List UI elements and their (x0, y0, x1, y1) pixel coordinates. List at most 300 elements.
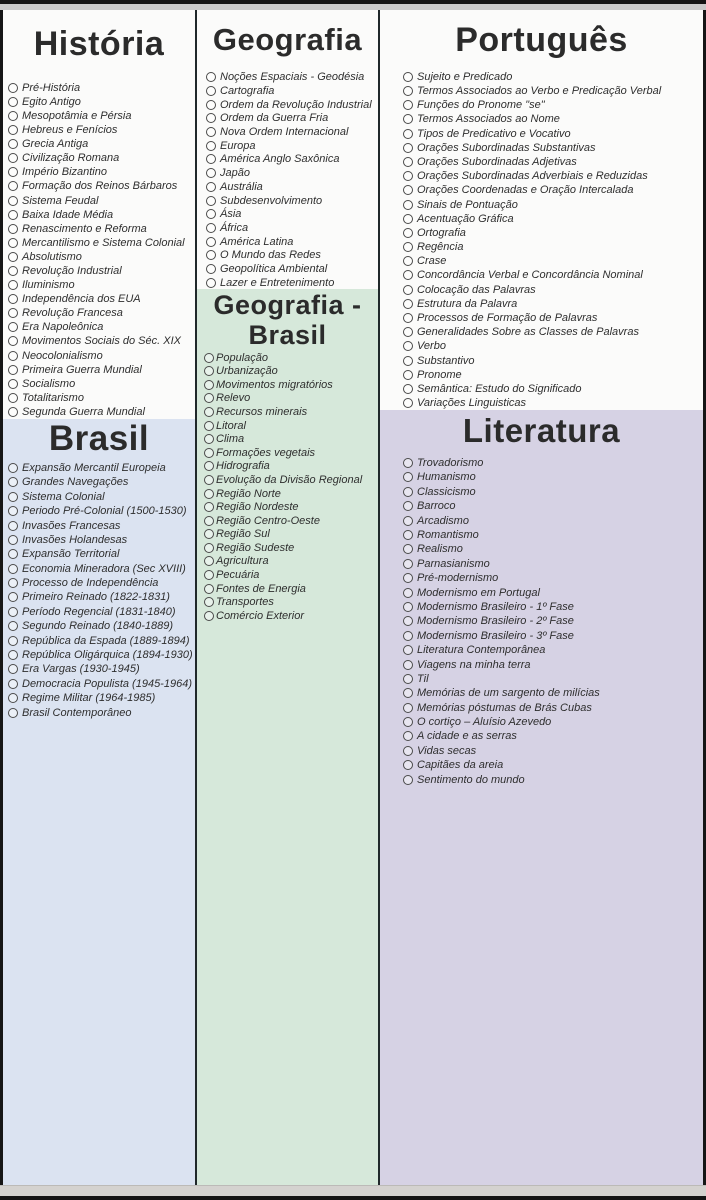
topic-item[interactable] (206, 180, 378, 194)
radio-circle-icon[interactable] (8, 636, 18, 646)
radio-circle-icon[interactable] (8, 336, 18, 346)
radio-circle-icon[interactable] (403, 660, 413, 670)
topic-label: Literatura Contemporânea (417, 644, 546, 657)
radio-circle-icon[interactable] (403, 616, 413, 626)
radio-circle-icon[interactable] (8, 153, 18, 163)
topic-label: Independência dos EUA (22, 293, 141, 306)
radio-circle-icon[interactable] (206, 196, 216, 206)
topic-item[interactable] (8, 691, 195, 705)
checklist-columns (0, 10, 706, 1185)
radio-circle-icon[interactable] (8, 322, 18, 332)
radio-circle-icon[interactable] (403, 157, 413, 167)
topic-item[interactable] (403, 456, 703, 470)
topic-label: Mercantilismo e Sistema Colonial (22, 236, 185, 249)
radio-circle-icon[interactable] (8, 621, 18, 631)
topic-item[interactable] (8, 504, 195, 518)
topic-item[interactable] (206, 70, 378, 84)
topic-item[interactable] (403, 513, 703, 527)
topic-item[interactable] (8, 533, 195, 547)
topic-item[interactable] (403, 470, 703, 484)
topic-label: Vidas secas (417, 744, 477, 757)
bottom-frame-strip (0, 1185, 706, 1196)
radio-circle-icon[interactable] (403, 544, 413, 554)
radio-circle-icon[interactable] (204, 407, 214, 417)
radio-circle-icon[interactable] (403, 285, 413, 295)
topic-label: Economia Mineradora (Sec XVIII) (22, 562, 186, 575)
radio-circle-icon[interactable] (8, 463, 18, 473)
topic-label: A cidade e as serras (417, 730, 517, 743)
radio-circle-icon[interactable] (403, 559, 413, 569)
radio-circle-icon[interactable] (204, 502, 214, 512)
topic-item[interactable] (8, 547, 195, 561)
topic-item[interactable] (403, 240, 703, 254)
radio-circle-icon[interactable] (8, 308, 18, 318)
topic-item[interactable] (403, 686, 703, 700)
radio-circle-icon[interactable] (204, 516, 214, 526)
topic-item[interactable] (204, 487, 378, 501)
topic-item[interactable] (206, 276, 378, 290)
topic-item[interactable] (204, 446, 378, 460)
radio-circle-icon[interactable] (206, 209, 216, 219)
radio-circle-icon[interactable] (8, 266, 18, 276)
radio-circle-icon[interactable] (403, 384, 413, 394)
radio-circle-icon[interactable] (8, 506, 18, 516)
topic-item[interactable] (403, 557, 703, 571)
topic-item[interactable] (403, 325, 703, 339)
radio-circle-icon[interactable] (206, 113, 216, 123)
topic-label: Lazer e Entretenimento (220, 276, 335, 289)
topic-item[interactable] (403, 715, 703, 729)
radio-circle-icon[interactable] (403, 256, 413, 266)
radio-circle-icon[interactable] (204, 597, 214, 607)
topic-item[interactable] (403, 744, 703, 758)
topic-item[interactable] (204, 364, 378, 378)
radio-circle-icon[interactable] (204, 584, 214, 594)
radio-circle-icon[interactable] (403, 356, 413, 366)
radio-circle-icon[interactable] (8, 238, 18, 248)
radio-circle-icon[interactable] (204, 489, 214, 499)
topic-item[interactable] (8, 576, 195, 590)
topic-item[interactable] (8, 405, 195, 419)
topic-item[interactable] (206, 166, 378, 180)
radio-circle-icon[interactable] (206, 168, 216, 178)
radio-circle-icon[interactable] (8, 407, 18, 417)
topic-item[interactable] (204, 595, 378, 609)
radio-circle-icon[interactable] (204, 543, 214, 553)
radio-circle-icon[interactable] (8, 393, 18, 403)
topic-item[interactable] (8, 123, 195, 137)
topic-item[interactable] (8, 292, 195, 306)
topic-item[interactable] (206, 207, 378, 221)
topic-item[interactable] (8, 391, 195, 405)
topic-item[interactable] (204, 500, 378, 514)
radio-circle-icon[interactable] (8, 535, 18, 545)
topic-label: Ordem da Guerra Fria (220, 112, 329, 125)
radio-circle-icon[interactable] (8, 650, 18, 660)
topic-item[interactable] (403, 368, 703, 382)
topic-item[interactable] (206, 221, 378, 235)
topic-label: Primeiro Reinado (1822-1831) (22, 591, 170, 604)
topic-item[interactable] (403, 197, 703, 211)
topic-item[interactable] (403, 396, 703, 410)
topic-item[interactable] (8, 250, 195, 264)
topic-item[interactable] (204, 419, 378, 433)
radio-circle-icon[interactable] (8, 83, 18, 93)
topic-item[interactable] (206, 112, 378, 126)
topic-item[interactable] (403, 643, 703, 657)
radio-circle-icon[interactable] (403, 398, 413, 408)
radio-circle-icon[interactable] (8, 224, 18, 234)
radio-circle-icon[interactable] (403, 72, 413, 82)
radio-circle-icon[interactable] (403, 472, 413, 482)
topic-item[interactable] (8, 518, 195, 532)
topic-label: Segundo Reinado (1840-1889) (22, 620, 174, 633)
topic-item[interactable] (8, 109, 195, 123)
topic-label: América Anglo Saxônica (220, 153, 340, 166)
topic-item[interactable] (403, 141, 703, 155)
topic-item[interactable] (8, 349, 195, 363)
topic-item[interactable] (403, 600, 703, 614)
topic-item[interactable] (403, 528, 703, 542)
radio-circle-icon[interactable] (8, 564, 18, 574)
radio-circle-icon[interactable] (8, 521, 18, 531)
top-frame-bar (0, 0, 706, 4)
radio-circle-icon[interactable] (8, 351, 18, 361)
topic-item[interactable] (403, 382, 703, 396)
topic-item[interactable] (403, 254, 703, 268)
topic-item[interactable] (403, 772, 703, 786)
topic-item[interactable] (8, 151, 195, 165)
radio-circle-icon[interactable] (403, 214, 413, 224)
topic-label: Neocolonialismo (22, 349, 103, 362)
radio-circle-icon[interactable] (8, 111, 18, 121)
radio-circle-icon[interactable] (403, 501, 413, 511)
radio-circle-icon[interactable] (403, 703, 413, 713)
topic-item[interactable] (204, 473, 378, 487)
radio-circle-icon[interactable] (8, 97, 18, 107)
radio-circle-icon[interactable] (403, 458, 413, 468)
radio-circle-icon[interactable] (206, 237, 216, 247)
radio-circle-icon[interactable] (204, 461, 214, 471)
topic-label: Pecuária (216, 569, 260, 582)
topic-item[interactable] (403, 70, 703, 84)
radio-circle-icon[interactable] (403, 731, 413, 741)
topic-label: Humanismo (417, 471, 476, 484)
radio-circle-icon[interactable] (8, 492, 18, 502)
topic-item[interactable] (403, 297, 703, 311)
radio-circle-icon[interactable] (206, 182, 216, 192)
topic-label: Formações vegetais (216, 446, 316, 459)
topic-item[interactable] (204, 541, 378, 555)
radio-circle-icon[interactable] (206, 250, 216, 260)
topic-item[interactable] (206, 262, 378, 276)
radio-circle-icon[interactable] (8, 379, 18, 389)
topic-label: Democracia Populista (1945-1964) (22, 677, 192, 690)
topic-label: Absolutismo (22, 250, 82, 263)
topic-item[interactable] (8, 605, 195, 619)
radio-circle-icon[interactable] (403, 775, 413, 785)
topic-item[interactable] (206, 125, 378, 139)
topic-item[interactable] (206, 139, 378, 153)
topic-label: Revolução Industrial (22, 264, 122, 277)
topic-item[interactable] (8, 633, 195, 647)
radio-circle-icon[interactable] (204, 529, 214, 539)
topic-label: Movimentos Sociais do Séc. XIX (22, 335, 181, 348)
topic-item[interactable] (206, 194, 378, 208)
topic-item[interactable] (206, 153, 378, 167)
topic-item[interactable] (403, 126, 703, 140)
radio-circle-icon[interactable] (403, 242, 413, 252)
topic-item[interactable] (8, 137, 195, 151)
radio-circle-icon[interactable] (403, 487, 413, 497)
topic-item[interactable] (204, 351, 378, 365)
topic-item[interactable] (8, 677, 195, 691)
topic-label: Baixa Idade Média (22, 208, 114, 221)
radio-circle-icon[interactable] (403, 516, 413, 526)
radio-circle-icon[interactable] (8, 294, 18, 304)
topic-label: Império Bizantino (22, 166, 107, 179)
radio-circle-icon[interactable] (403, 327, 413, 337)
topic-item[interactable] (206, 248, 378, 262)
topic-item[interactable] (403, 169, 703, 183)
radio-circle-icon[interactable] (204, 556, 214, 566)
topic-item[interactable] (8, 461, 195, 475)
radio-circle-icon[interactable] (8, 365, 18, 375)
radio-circle-icon[interactable] (206, 72, 216, 82)
topic-item[interactable] (8, 648, 195, 662)
radio-circle-icon[interactable] (204, 570, 214, 580)
radio-circle-icon[interactable] (403, 100, 413, 110)
topic-label: Memórias de um sargento de milícias (417, 687, 600, 700)
radio-circle-icon[interactable] (403, 86, 413, 96)
topic-item[interactable] (403, 339, 703, 353)
topic-item[interactable] (403, 629, 703, 643)
topic-item[interactable] (8, 705, 195, 719)
radio-circle-icon[interactable] (8, 664, 18, 674)
radio-circle-icon[interactable] (8, 679, 18, 689)
topic-item[interactable] (8, 475, 195, 489)
radio-circle-icon[interactable] (403, 341, 413, 351)
radio-circle-icon[interactable] (8, 607, 18, 617)
topic-item[interactable] (403, 700, 703, 714)
topic-item[interactable] (8, 193, 195, 207)
topic-label: Região Norte (216, 487, 281, 500)
topic-label: Concordância Verbal e Concordância Nominal (417, 269, 643, 282)
topic-item[interactable] (403, 585, 703, 599)
topic-item[interactable] (8, 490, 195, 504)
radio-circle-icon[interactable] (403, 573, 413, 583)
topic-item[interactable] (204, 392, 378, 406)
radio-circle-icon[interactable] (8, 549, 18, 559)
topic-item[interactable] (204, 405, 378, 419)
radio-circle-icon[interactable] (8, 578, 18, 588)
topic-item[interactable] (403, 571, 703, 585)
topic-label: Trovadorismo (417, 457, 484, 470)
radio-circle-icon[interactable] (204, 611, 214, 621)
radio-circle-icon[interactable] (403, 674, 413, 684)
topic-item[interactable] (204, 378, 378, 392)
topic-list-literatura (380, 456, 703, 787)
topic-item[interactable] (8, 306, 195, 320)
radio-circle-icon[interactable] (8, 693, 18, 703)
radio-circle-icon[interactable] (403, 688, 413, 698)
topic-item[interactable] (403, 614, 703, 628)
radio-circle-icon[interactable] (206, 141, 216, 151)
radio-circle-icon[interactable] (8, 167, 18, 177)
radio-circle-icon[interactable] (206, 264, 216, 274)
radio-circle-icon[interactable] (403, 185, 413, 195)
radio-circle-icon[interactable] (8, 252, 18, 262)
radio-circle-icon[interactable] (403, 530, 413, 540)
topic-item[interactable] (204, 514, 378, 528)
radio-circle-icon[interactable] (8, 592, 18, 602)
column-geografia (197, 10, 380, 1185)
radio-circle-icon[interactable] (403, 200, 413, 210)
topic-item[interactable] (206, 84, 378, 98)
topic-label: Renascimento e Reforma (22, 222, 147, 235)
topic-item[interactable] (8, 208, 195, 222)
topic-item[interactable] (8, 222, 195, 236)
topic-item[interactable] (403, 657, 703, 671)
radio-circle-icon[interactable] (8, 210, 18, 220)
radio-circle-icon[interactable] (403, 717, 413, 727)
radio-circle-icon[interactable] (403, 114, 413, 124)
radio-circle-icon[interactable] (8, 139, 18, 149)
topic-item[interactable] (403, 729, 703, 743)
topic-item[interactable] (403, 183, 703, 197)
topic-label: Acentuação Gráfica (417, 212, 514, 225)
topic-item[interactable] (8, 590, 195, 604)
radio-circle-icon[interactable] (403, 270, 413, 280)
radio-circle-icon[interactable] (8, 280, 18, 290)
topic-item[interactable] (403, 542, 703, 556)
radio-circle-icon[interactable] (204, 475, 214, 485)
topic-item[interactable] (8, 377, 195, 391)
topic-item[interactable] (403, 155, 703, 169)
radio-circle-icon[interactable] (204, 353, 214, 363)
topic-item[interactable] (403, 353, 703, 367)
topic-label: Orações Subordinadas Adverbiais e Reduzidas (417, 170, 648, 183)
topic-item[interactable] (8, 619, 195, 633)
radio-circle-icon[interactable] (204, 393, 214, 403)
radio-circle-icon[interactable] (206, 100, 216, 110)
topic-item[interactable] (8, 95, 195, 109)
topic-label: Japão (220, 167, 250, 180)
radio-circle-icon[interactable] (403, 313, 413, 323)
topic-item[interactable] (403, 672, 703, 686)
topic-item[interactable] (8, 334, 195, 348)
topic-item[interactable] (204, 555, 378, 569)
radio-circle-icon[interactable] (403, 228, 413, 238)
radio-circle-icon[interactable] (204, 366, 214, 376)
radio-circle-icon[interactable] (403, 588, 413, 598)
topic-label: Sistema Feudal (22, 194, 99, 207)
column-historia (0, 10, 197, 1185)
topic-item[interactable] (403, 98, 703, 112)
topic-item[interactable] (8, 165, 195, 179)
topic-label: Movimentos migratórios (216, 378, 333, 391)
radio-circle-icon[interactable] (206, 154, 216, 164)
radio-circle-icon[interactable] (403, 143, 413, 153)
topic-item[interactable] (204, 528, 378, 542)
radio-circle-icon[interactable] (403, 645, 413, 655)
topic-label: Verbo (417, 340, 446, 353)
topic-item[interactable] (403, 758, 703, 772)
radio-circle-icon[interactable] (403, 631, 413, 641)
topic-item[interactable] (8, 562, 195, 576)
topic-item[interactable] (8, 320, 195, 334)
radio-circle-icon[interactable] (8, 181, 18, 191)
radio-circle-icon[interactable] (204, 380, 214, 390)
topic-item[interactable] (403, 283, 703, 297)
radio-circle-icon[interactable] (403, 171, 413, 181)
topic-item[interactable] (8, 179, 195, 193)
radio-circle-icon[interactable] (403, 760, 413, 770)
radio-circle-icon[interactable] (403, 602, 413, 612)
topic-item[interactable] (8, 363, 195, 377)
topic-item[interactable] (8, 81, 195, 95)
radio-circle-icon[interactable] (206, 127, 216, 137)
topic-item[interactable] (403, 112, 703, 126)
topic-item[interactable] (403, 268, 703, 282)
topic-item[interactable] (204, 609, 378, 623)
topic-item[interactable] (403, 226, 703, 240)
topic-item[interactable] (204, 432, 378, 446)
topic-item[interactable] (206, 98, 378, 112)
radio-circle-icon[interactable] (204, 421, 214, 431)
topic-list-geografia-brasil (197, 351, 378, 623)
topic-item[interactable] (8, 236, 195, 250)
topic-label: Hidrografia (216, 460, 270, 473)
radio-circle-icon[interactable] (206, 278, 216, 288)
radio-circle-icon[interactable] (204, 448, 214, 458)
topic-item[interactable] (8, 264, 195, 278)
radio-circle-icon[interactable] (403, 299, 413, 309)
topic-item[interactable] (403, 84, 703, 98)
topic-label: Til (417, 672, 429, 685)
topic-item[interactable] (204, 582, 378, 596)
topic-item[interactable] (8, 662, 195, 676)
radio-circle-icon[interactable] (403, 129, 413, 139)
topic-item[interactable] (403, 485, 703, 499)
radio-circle-icon[interactable] (403, 746, 413, 756)
topic-label: Relevo (216, 392, 251, 405)
topic-item[interactable] (204, 460, 378, 474)
radio-circle-icon[interactable] (8, 708, 18, 718)
topic-label: Região Sudeste (216, 541, 295, 554)
section-brasil (3, 419, 195, 1185)
topic-item[interactable] (8, 278, 195, 292)
radio-circle-icon[interactable] (204, 434, 214, 444)
section-literatura (380, 410, 703, 1185)
topic-label: Generalidades Sobre as Classes de Palavras (417, 326, 639, 339)
topic-label: Substantivo (417, 354, 475, 367)
radio-circle-icon[interactable] (8, 477, 18, 487)
topic-item[interactable] (403, 499, 703, 513)
topic-item[interactable] (204, 568, 378, 582)
topic-item[interactable] (206, 235, 378, 249)
topic-item[interactable] (403, 311, 703, 325)
radio-circle-icon[interactable] (8, 125, 18, 135)
topic-label: População (216, 351, 268, 364)
radio-circle-icon[interactable] (8, 196, 18, 206)
topic-label: Classicismo (417, 485, 476, 498)
radio-circle-icon[interactable] (206, 86, 216, 96)
radio-circle-icon[interactable] (403, 370, 413, 380)
topic-label: O cortiço – Aluísio Azevedo (417, 716, 552, 729)
topic-item[interactable] (403, 212, 703, 226)
radio-circle-icon[interactable] (206, 223, 216, 233)
